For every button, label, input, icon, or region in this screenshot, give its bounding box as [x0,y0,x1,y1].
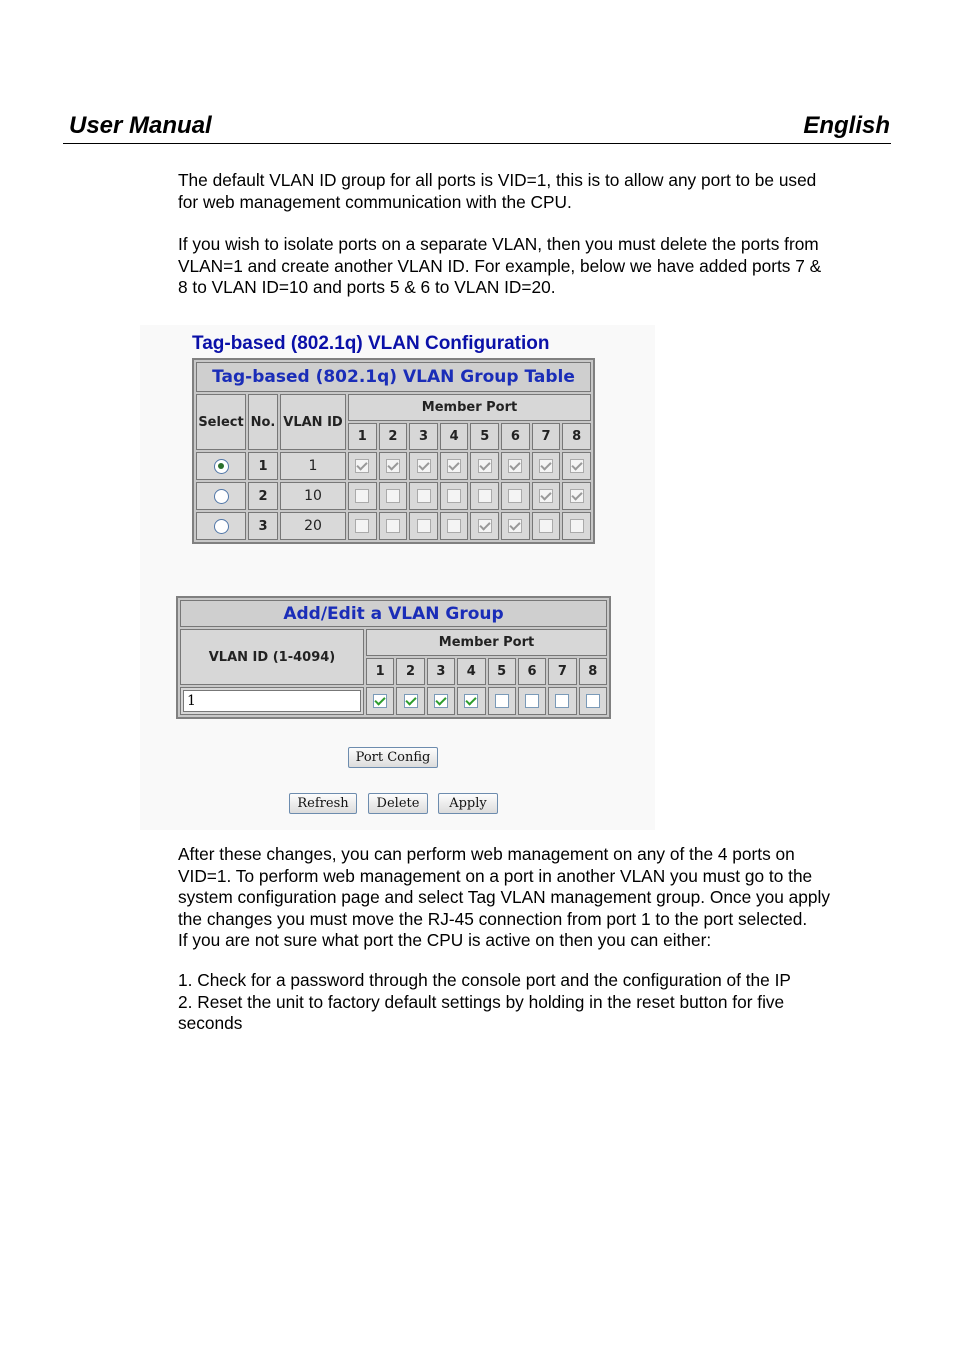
text-line: system configuration page and select Tag VLAN management group. Once you apply [178,887,830,907]
text-line: 8 to VLAN ID=10 and ports 5 & 6 to VLAN ID=20. [178,277,556,297]
member-cell [348,512,377,540]
header-title: User Manual [69,112,212,139]
member-cell [366,687,394,715]
member-checkbox [508,459,522,473]
member-cell [379,452,408,480]
text-line: The default VLAN ID group for all ports is VID=1, this is to allow any port to be used [178,170,817,190]
member-checkbox [508,489,522,503]
select-radio[interactable] [214,519,229,534]
member-checkbox [539,519,553,533]
member-cell [548,687,576,715]
member-checkbox [478,459,492,473]
add-edit-vlan-table [176,596,611,719]
member-cell [562,512,591,540]
member-checkbox [539,459,553,473]
row-number: 2 [248,482,278,510]
member-checkbox [570,459,584,473]
member-checkbox[interactable] [525,694,539,708]
page-header [63,110,891,144]
vlan-id-value: 20 [280,512,346,540]
member-cell [379,482,408,510]
member-cell [501,482,530,510]
text-line: the changes you must move the RJ-45 connection from port 1 to the port selected. [178,908,808,929]
member-checkbox[interactable] [586,694,600,708]
member-cell [409,482,438,510]
member-checkbox [386,489,400,503]
port-header: 6 [518,658,546,685]
port-header: 4 [457,658,485,685]
port-header: 1 [366,658,394,685]
member-cell [501,512,530,540]
member-cell [532,482,561,510]
no-header: No. [248,394,278,450]
port-header: 5 [470,423,499,450]
vlan-config-title: Tag-based (802.1q) VLAN Configuration [192,333,550,354]
member-checkbox[interactable] [434,694,448,708]
text-line: If you are not sure what port the CPU is active on then you can either: [178,930,712,950]
port-header: 1 [348,423,377,450]
intro-paragraph-1 [178,170,889,213]
list-item-1: 1. Check for a password through the console port and the configuration of the IP [178,970,791,990]
vlan-id-range-label: VLAN ID (1-4094) [180,629,364,685]
member-cell [427,687,455,715]
text-line: VLAN=1 and create another VLAN ID. For example, below we have added ports 7 & [178,255,822,276]
member-checkbox [417,519,431,533]
vlan-id-value: 1 [280,452,346,480]
port-header: 2 [396,658,424,685]
list-item-2-line: 2. Reset the unit to factory default settings by holding in the reset button for five [178,991,785,1012]
member-cell [457,687,485,715]
member-checkbox [447,489,461,503]
row-number: 1 [248,452,278,480]
add-edit-caption: Add/Edit a VLAN Group [180,600,607,627]
port-header: 7 [548,658,576,685]
member-cell [409,512,438,540]
text-line: for web management communication with the CPU. [178,191,572,212]
member-checkbox [355,489,369,503]
port-header: 4 [440,423,469,450]
text-line: If you wish to isolate ports on a separate VLAN, then you must delete the ports from [178,234,819,254]
member-cell [532,512,561,540]
list-item-2-line: seconds [178,1013,243,1033]
member-cell [409,452,438,480]
member-cell [348,482,377,510]
after-paragraph [178,844,889,952]
select-radio[interactable] [214,489,229,504]
table-row [196,512,591,540]
member-checkbox [570,519,584,533]
member-checkbox [447,519,461,533]
port-header: 8 [579,658,607,685]
member-cell [470,452,499,480]
member-cell [501,452,530,480]
member-cell [440,452,469,480]
select-cell [196,512,246,540]
vlan-group-table [192,358,595,544]
member-checkbox [508,519,522,533]
member-cell [579,687,607,715]
vlan-id-input[interactable] [183,690,361,712]
vlan-id-header: VLAN ID [280,394,346,450]
member-port-header: Member Port [348,394,591,421]
member-checkbox[interactable] [404,694,418,708]
select-cell [196,482,246,510]
table-row [196,452,591,480]
port-header: 8 [562,423,591,450]
vlan-id-value: 10 [280,482,346,510]
vlan-group-table-caption: Tag-based (802.1q) VLAN Group Table [196,362,591,392]
text-line: VID=1. To perform web management on a port in another VLAN you must go to the [178,865,813,886]
intro-paragraph-2 [178,234,889,299]
option-list [178,970,889,1035]
select-cell [196,452,246,480]
select-header: Select [196,394,246,450]
member-cell [532,452,561,480]
text-line: After these changes, you can perform web management on any of the 4 ports on [178,844,795,864]
port-header: 3 [427,658,455,685]
member-cell [470,512,499,540]
refresh-button[interactable]: Refresh [289,793,357,814]
member-cell [562,482,591,510]
member-cell [488,687,516,715]
member-checkbox [355,459,369,473]
table-row [196,482,591,510]
member-cell [396,687,424,715]
member-checkbox [355,519,369,533]
member-checkbox [417,459,431,473]
member-cell [440,482,469,510]
member-cell [348,452,377,480]
member-checkbox[interactable] [373,694,387,708]
member-cell [440,512,469,540]
vlan-id-input-cell [180,687,364,715]
port-header: 3 [409,423,438,450]
port-config-button[interactable]: Port Config [348,747,438,768]
member-checkbox [539,489,553,503]
member-checkbox [386,519,400,533]
port-header: 2 [379,423,408,450]
member-checkbox[interactable] [464,694,478,708]
member-checkbox[interactable] [495,694,509,708]
delete-button[interactable]: Delete [368,793,428,814]
member-checkbox [417,489,431,503]
member-checkbox [570,489,584,503]
member-port-header: Member Port [366,629,607,656]
member-checkbox [478,519,492,533]
header-language: English [803,112,890,139]
port-header: 5 [488,658,516,685]
member-cell [379,512,408,540]
member-cell [470,482,499,510]
member-checkbox [478,489,492,503]
member-checkbox[interactable] [555,694,569,708]
member-cell [518,687,546,715]
port-header: 7 [532,423,561,450]
member-cell [562,452,591,480]
member-checkbox [386,459,400,473]
row-number: 3 [248,512,278,540]
port-header: 6 [501,423,530,450]
apply-button[interactable]: Apply [438,793,498,814]
select-radio[interactable] [214,459,229,474]
member-checkbox [447,459,461,473]
